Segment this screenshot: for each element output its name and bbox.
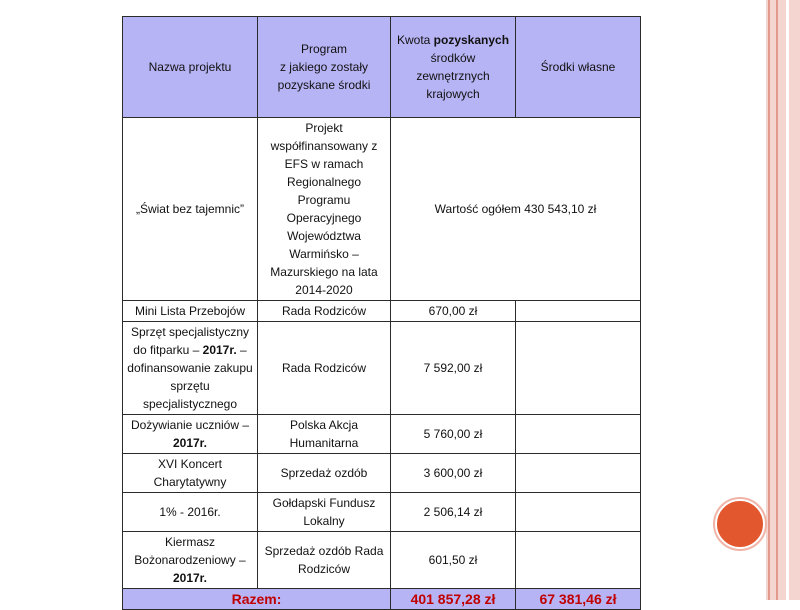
decorative-circle-icon [715,499,765,549]
project-year-bold: 2017r. [172,436,208,450]
cell-program: Sprzedaż ozdób Rada Rodziców [258,532,391,589]
table-row [123,532,641,589]
cell-own-funds [516,415,641,454]
cell-amount: 3 600,00 zł [391,454,516,493]
header-program-line: pozyskane środki [277,78,371,92]
cell-project-name: Mini Lista Przebojów [123,301,258,322]
cell-amount: 2 506,14 zł [391,493,516,532]
cell-own-funds [516,301,641,322]
header-project-name: Nazwa projektu [123,17,258,118]
cell-project-name [123,322,258,415]
cell-own-funds [516,322,641,415]
header-program [258,17,391,118]
header-amount-text: środków zewnętrznych krajowych [416,51,490,101]
cell-project-name: XVI Koncert Charytatywny [123,454,258,493]
header-program-line: z jakiego zostały [279,60,369,74]
project-year-bold: 2017r. [202,343,237,357]
cell-amount: 5 760,00 zł [391,415,516,454]
cell-program: Polska Akcja Humanitarna [258,415,391,454]
table-row [123,301,641,322]
total-own-funds: 67 381,46 zł [516,589,641,610]
table-row [123,493,641,532]
header-amount [391,17,516,118]
frame-line [768,0,770,600]
cell-program: Rada Rodziców [258,301,391,322]
cell-project-name [123,415,258,454]
cell-amount: 601,50 zł [391,532,516,589]
cell-own-funds [516,532,641,589]
cell-program: Gołdapski Fundusz Lokalny [258,493,391,532]
project-year-bold: 2017r. [172,571,208,585]
cell-own-funds [516,454,641,493]
frame-line [776,0,778,600]
header-amount-bold: pozyskanych [433,33,510,47]
cell-project-name [123,532,258,589]
table-row [123,118,641,301]
frame-line [786,0,789,600]
table-total-row [123,589,641,610]
cell-amount: 7 592,00 zł [391,322,516,415]
cell-program: Projekt współfinansowany z EFS w ramach Regionalnego Programu Operacyjnego Województwa Warmińsko – Mazurskiego na lata 2014-2020 [258,118,391,301]
header-amount-text: Kwota [396,33,434,47]
cell-project-name: „Świat bez tajemnic” [123,118,258,301]
project-name-text: Dożywianie uczniów – [130,418,250,432]
project-name-text: Sprzęt specjalistyczny do fitparku – [130,325,250,357]
cell-program: Rada Rodziców [258,322,391,415]
project-name-text: Kiermasz Bożonarodzeniowy – [134,535,246,567]
table-row [123,454,641,493]
table-row [123,415,641,454]
slide-right-frame [766,0,800,600]
cell-own-funds [516,493,641,532]
table-row [123,322,641,415]
funding-table [122,16,641,610]
cell-project-name: 1% - 2016r. [123,493,258,532]
table-header-row [123,17,641,118]
project-name-text: – dofinansowanie zakupu sprzętu specjalistycznego [127,343,253,411]
cell-merged-value: Wartość ogółem 430 543,10 zł [391,118,641,301]
cell-amount: 670,00 zł [391,301,516,322]
cell-program: Sprzedaż ozdób [258,454,391,493]
total-amount: 401 857,28 zł [391,589,516,610]
slide-left-margin [0,0,30,600]
total-label: Razem: [123,589,391,610]
header-program-line: Program [300,42,347,56]
header-own-funds: Środki własne [516,17,641,118]
